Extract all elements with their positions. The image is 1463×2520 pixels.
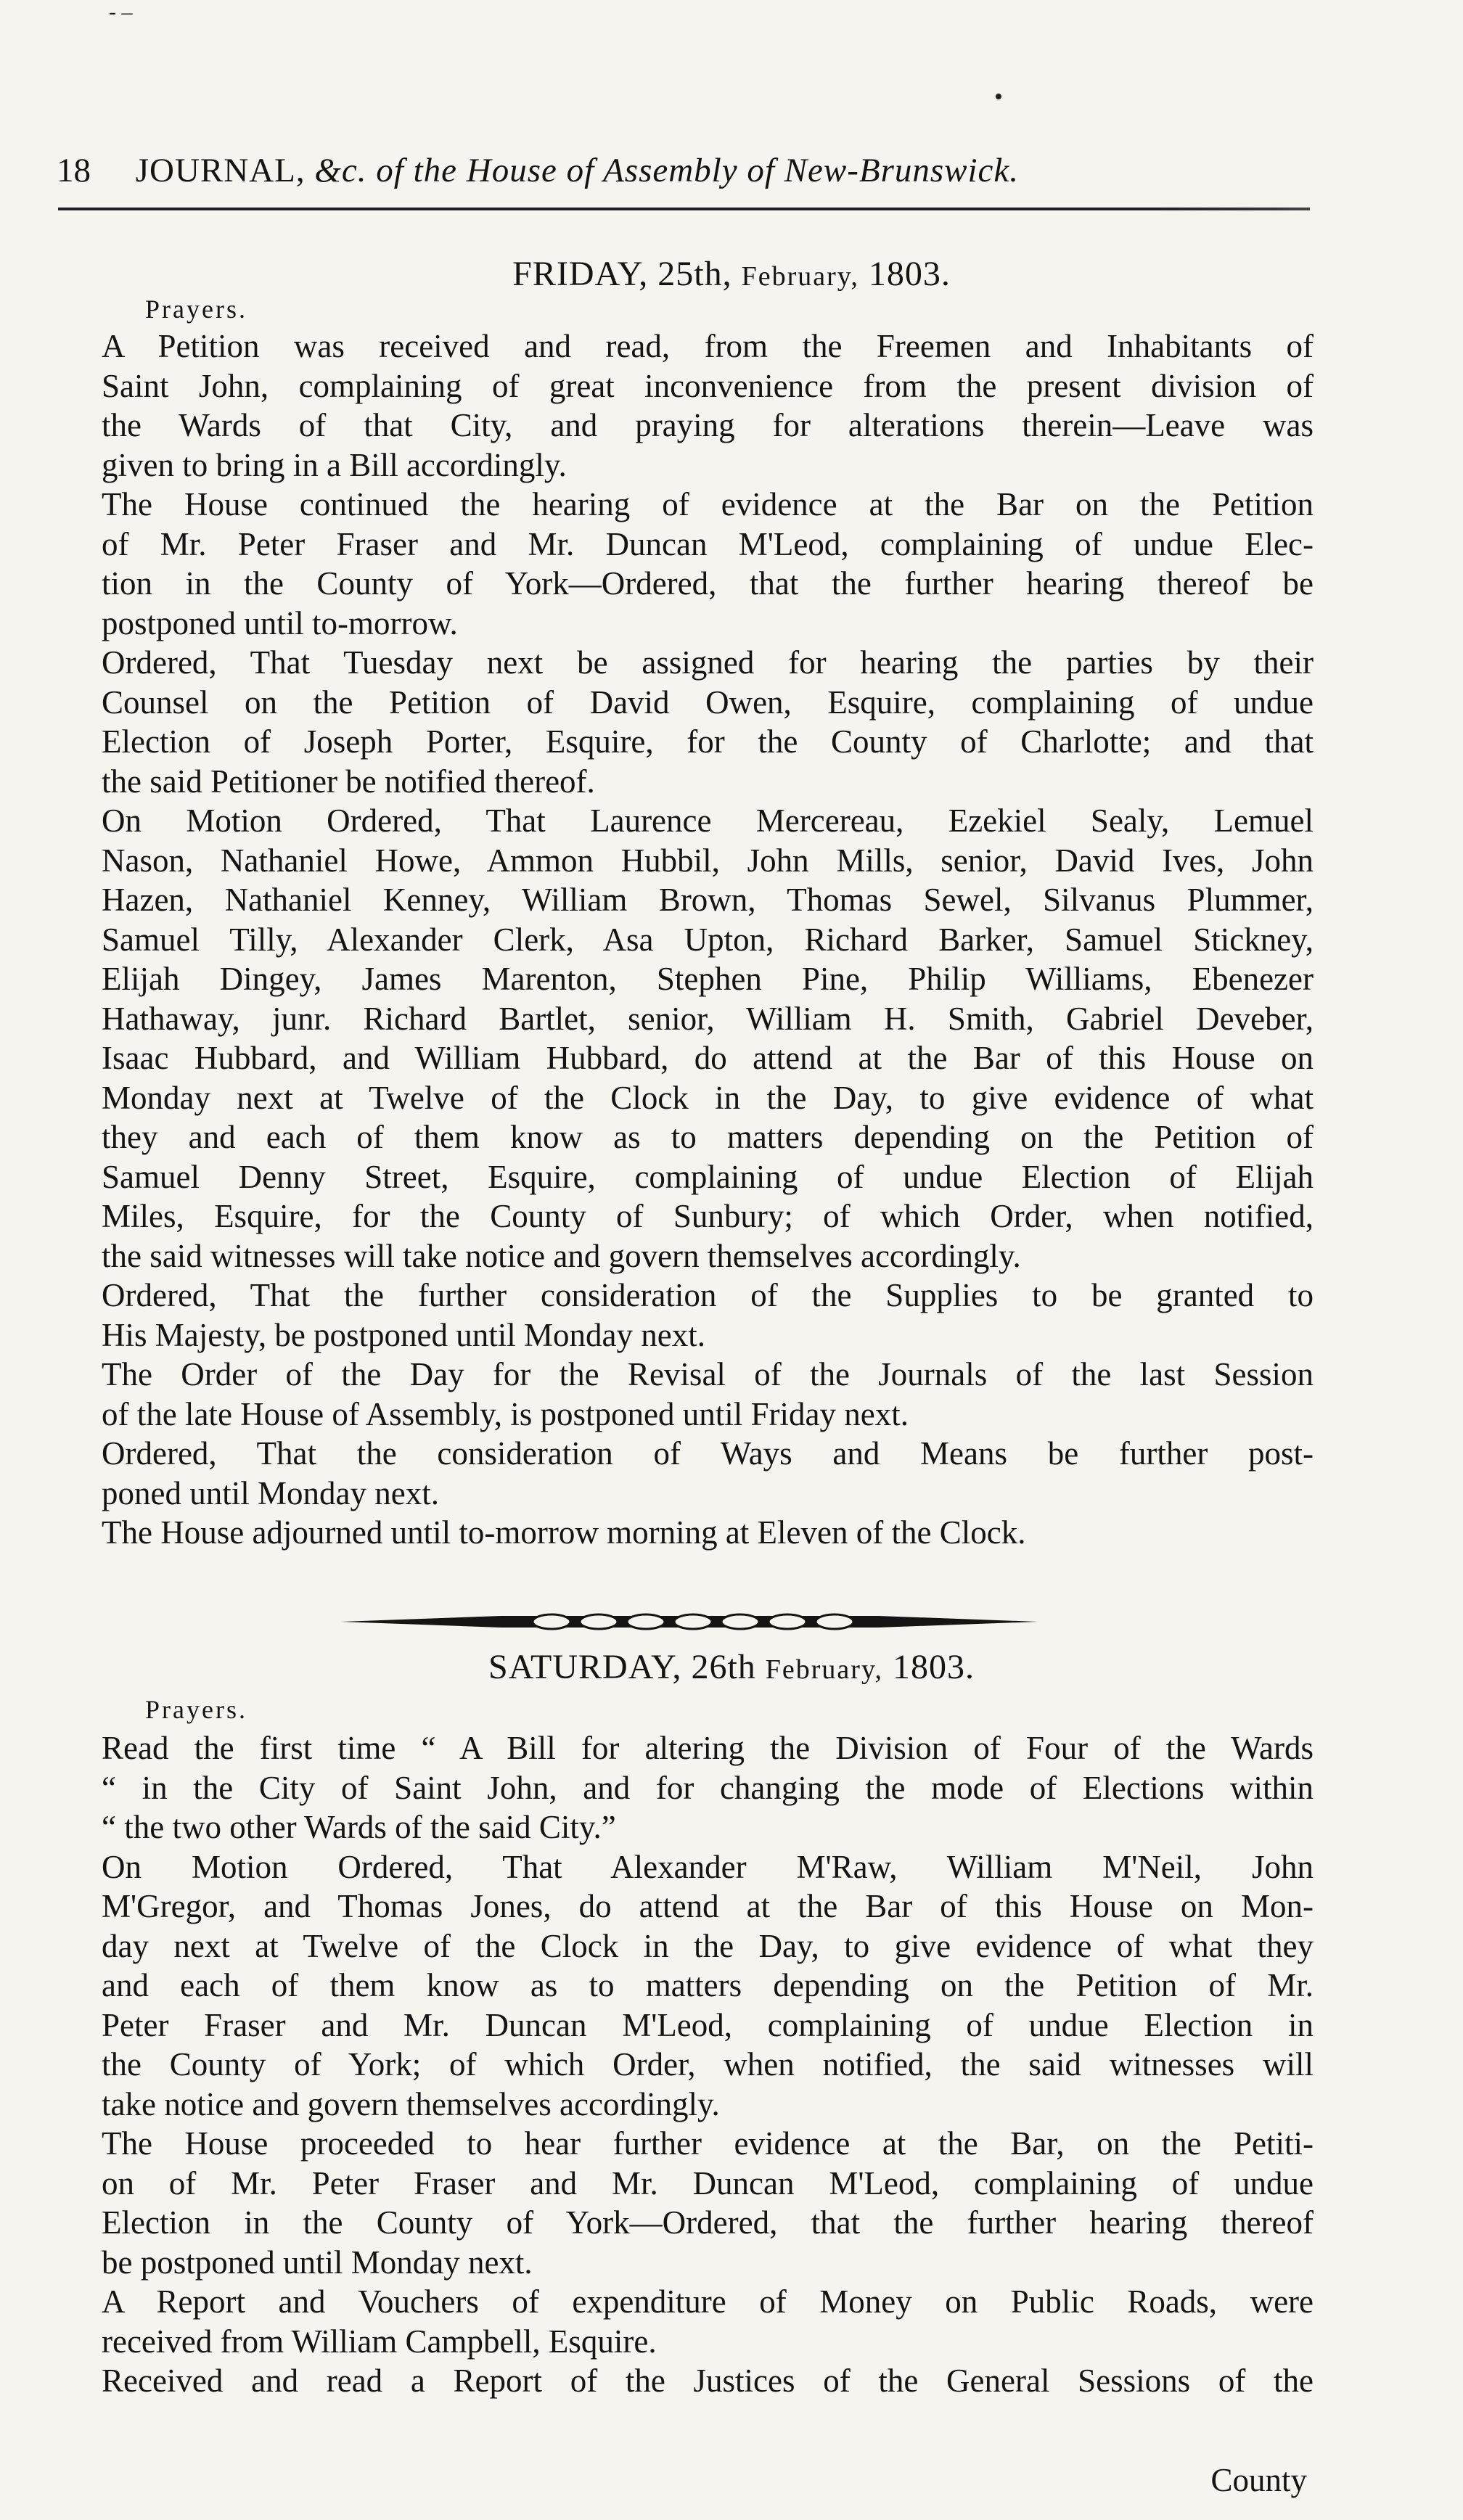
text-line: Hathaway, junr. Richard Bartlet, senior, William H. Smith, Gabriel Deveber, bbox=[102, 1000, 1314, 1037]
text-line: given to bring in a Bill accordingly. bbox=[102, 446, 567, 483]
friday-para-witnesses bbox=[65, 801, 1314, 1276]
text-line: Ordered, That the further consideration of the Supplies to be granted to bbox=[102, 1277, 1314, 1313]
friday-heading-month: February, bbox=[741, 261, 859, 292]
text-line: Election of Joseph Porter, Esquire, for the County of Charlotte; and that bbox=[102, 723, 1314, 760]
text-line: received from William Campbell, Esquire. bbox=[102, 2323, 657, 2360]
text-line: Election in the County of York—Ordered, that the further hearing thereof bbox=[102, 2204, 1314, 2241]
text-line: “ the two other Wards of the said City.” bbox=[102, 1809, 616, 1845]
text-line: on of Mr. Peter Fraser and Mr. Duncan M'Leod, complaining of undue bbox=[102, 2164, 1314, 2201]
top-marks: - – bbox=[109, 0, 133, 24]
text-line: Samuel Denny Street, Esquire, complaining of undue Election of Elijah bbox=[102, 1158, 1314, 1195]
text-line: day next at Twelve of the Clock in the Day, to give evidence of what they bbox=[102, 1927, 1314, 1964]
text-line: Elijah Dingey, James Marenton, Stephen Pine, Philip Williams, Ebenezer bbox=[102, 961, 1314, 997]
text-line: Samuel Tilly, Alexander Clerk, Asa Upton, Richard Barker, Samuel Stickney, bbox=[102, 921, 1314, 958]
journal-title bbox=[136, 152, 1019, 189]
friday-para-petition bbox=[65, 327, 1314, 485]
friday-para-hearing bbox=[65, 485, 1314, 643]
text-line: Counsel on the Petition of David Owen, Esquire, complaining of undue bbox=[102, 684, 1314, 721]
text-line: Hazen, Nathaniel Kenney, William Brown, Thomas Sewel, Silvanus Plummer, bbox=[102, 882, 1314, 918]
text-line: of the late House of Assembly, is postponed until Friday next. bbox=[102, 1395, 909, 1432]
text-line: the Wards of that City, and praying for alterations therein—Leave was bbox=[102, 407, 1314, 443]
text-line: “ in the City of Saint John, and for changing the mode of Elections within bbox=[102, 1769, 1314, 1806]
text-line: Miles, Esquire, for the County of Sunbury; of which Order, when notified, bbox=[102, 1198, 1314, 1234]
saturday-para-sessions bbox=[65, 2361, 1314, 2401]
saturday-para-bill bbox=[65, 1728, 1314, 1847]
text-line: A Petition was received and read, from the Freemen and Inhabitants of bbox=[102, 328, 1314, 364]
saturday-para-roads bbox=[65, 2282, 1314, 2361]
text-line: take notice and govern themselves accordingly. bbox=[102, 2085, 720, 2122]
text-line: The House proceeded to hear further evidence at the Bar, on the Petiti- bbox=[102, 2125, 1314, 2162]
text-line: The House continued the hearing of evidence at the Bar on the Petition bbox=[102, 486, 1314, 522]
saturday-heading-day: SATURDAY, 26th bbox=[488, 1648, 756, 1686]
text-line: the said Petitioner be notified thereof. bbox=[102, 763, 595, 800]
text-line: Received and read a Report of the Justices of the General Sessions of the bbox=[102, 2363, 1314, 2399]
friday-para-tuesday bbox=[65, 643, 1314, 801]
text-line: Isaac Hubbard, and William Hubbard, do attend at the Bar of this House on bbox=[102, 1040, 1314, 1076]
friday-body bbox=[65, 327, 1314, 1553]
text-line: On Motion Ordered, That Alexander M'Raw, William M'Neil, John bbox=[102, 1848, 1314, 1885]
friday-para-ways-means bbox=[65, 1434, 1314, 1513]
stray-dot: • bbox=[994, 83, 1003, 110]
text-line: Monday next at Twelve of the Clock in the Day, to give evidence of what bbox=[102, 1079, 1314, 1116]
running-head bbox=[57, 149, 1305, 192]
catchword: County bbox=[1210, 2462, 1307, 2498]
friday-heading-day: FRIDAY, 25th, bbox=[512, 255, 732, 293]
text-line: be postponed until Monday next. bbox=[102, 2244, 533, 2281]
friday-para-adjourned bbox=[65, 1513, 1314, 1553]
text-line: and each of them know as to matters depending on the Petition of Mr. bbox=[102, 1967, 1314, 2003]
saturday-heading bbox=[0, 1647, 1463, 1687]
saturday-para-hearing bbox=[65, 2124, 1314, 2282]
text-line: Ordered, That Tuesday next be assigned for hearing the parties by their bbox=[102, 644, 1314, 681]
text-line: The Order of the Day for the Revisal of the Journals of the last Session bbox=[102, 1356, 1314, 1392]
text-line: On Motion Ordered, That Laurence Mercereau, Ezekiel Sealy, Lemuel bbox=[102, 803, 1314, 839]
saturday-prayers: Prayers. bbox=[145, 1695, 247, 1724]
friday-heading-year: 1803. bbox=[868, 255, 951, 293]
text-line: postponed until to-morrow. bbox=[102, 604, 458, 641]
saturday-body bbox=[65, 1728, 1314, 2401]
friday-prayers: Prayers. bbox=[145, 295, 247, 324]
page-number: 18 bbox=[57, 152, 91, 189]
text-line: Saint John, complaining of great inconvenience from the present division of bbox=[102, 367, 1314, 404]
friday-para-revisal bbox=[65, 1355, 1314, 1434]
journal-title-rest: &c. of the House of Assembly of New-Brunswick. bbox=[314, 152, 1020, 189]
friday-para-supplies bbox=[65, 1276, 1314, 1355]
text-line: Nason, Nathaniel Howe, Ammon Hubbil, John Mills, senior, David Ives, John bbox=[102, 842, 1314, 879]
text-line: they and each of them know as to matters depending on the Petition of bbox=[102, 1119, 1314, 1155]
ornamental-divider bbox=[341, 1607, 1038, 1636]
journal-title-prefix: JOURNAL, bbox=[135, 152, 306, 189]
header-rule bbox=[58, 208, 1310, 210]
friday-heading bbox=[0, 254, 1463, 294]
text-line: Peter Fraser and Mr. Duncan M'Leod, complaining of undue Election in bbox=[102, 2006, 1314, 2043]
text-line: tion in the County of York—Ordered, that the further hearing thereof be bbox=[102, 565, 1314, 602]
text-line: poned until Monday next. bbox=[102, 1474, 439, 1511]
text-line: Ordered, That the consideration of Ways and Means be further post- bbox=[102, 1435, 1314, 1472]
text-line: the said witnesses will take notice and govern themselves accordingly. bbox=[102, 1237, 1021, 1274]
text-line: His Majesty, be postponed until Monday next. bbox=[102, 1316, 705, 1353]
text-line: M'Gregor, and Thomas Jones, do attend at the Bar of this House on Mon- bbox=[102, 1888, 1314, 1924]
text-line: of Mr. Peter Fraser and Mr. Duncan M'Leod, complaining of undue Elec- bbox=[102, 525, 1314, 562]
saturday-para-witnesses bbox=[65, 1847, 1314, 2125]
text-line: The House adjourned until to-morrow morning at Eleven of the Clock. bbox=[102, 1514, 1026, 1551]
saturday-heading-year: 1803. bbox=[893, 1648, 975, 1686]
saturday-heading-month: February, bbox=[765, 1654, 883, 1685]
text-line: the County of York; of which Order, when notified, the said witnesses will bbox=[102, 2046, 1314, 2082]
text-line: A Report and Vouchers of expenditure of Money on Public Roads, were bbox=[102, 2283, 1314, 2320]
text-line: Read the first time “ A Bill for altering the Division of Four of the Wards bbox=[102, 1730, 1314, 1766]
